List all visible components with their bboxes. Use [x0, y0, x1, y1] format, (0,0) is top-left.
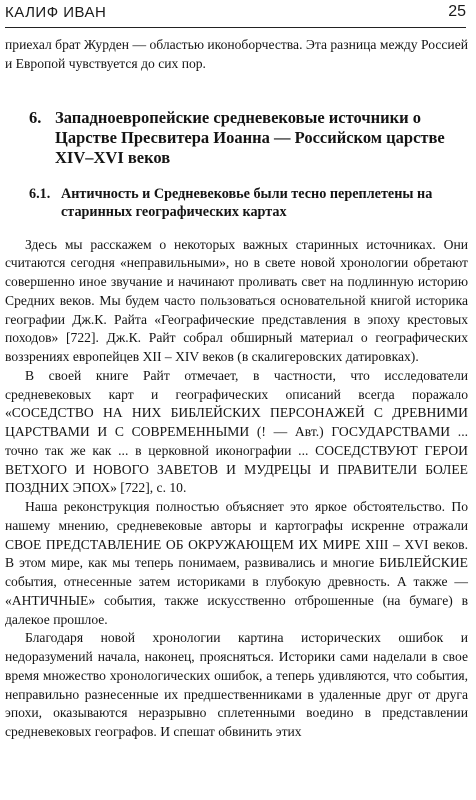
body-paragraph: Благодаря новой хронологии картина исторических ошибок и недоразумений начала, наконец, проясняться. Историки сами наделали в свое время множество хронологических ошибок, а теперь удивляются, что события, неправильно разнесенные их предшественниками в удаленные друг от друга эпохи, оказываются неразрывно сплетенными воедино в представлении средневековых географов. И спешат обвинить этих — [5, 630, 468, 739]
body-paragraph: Наша реконструкция полностью объясняет это яркое обстоятельство. По нашему мнению, средневековые авторы и картографы искренне отражали СВОЕ ПРЕДСТАВЛЕНИЕ ОБ ОКРУЖАЮЩЕМ ИХ МИРЕ XIII – XVI веков. В этом мире, как мы теперь понимаем, развивались и многие БИБЛЕЙСКИЕ события, отнесенные затем историками в глубокую древность. А также — «АНТИЧНЫЕ» события, также искусственно отброшенные (на бумаге) в далекое прошлое. — [5, 499, 468, 627]
page-content — [5, 36, 468, 742]
section-heading — [29, 108, 468, 168]
intro-paragraph: приехал брат Журден — областью иконоборчества. Эта разница между Россией и Европой чувствуется до сих пор. — [5, 37, 468, 71]
subsection-title: Античность и Средневековье были тесно переплетены на старинных географических картах — [61, 185, 433, 220]
subsection-number: 6.1. — [29, 185, 51, 202]
section-number: 6. — [29, 107, 42, 127]
page-header — [5, 3, 466, 28]
body-paragraph: В своей книге Райт отмечает, в частности, что исследователи средневековых карт и географических описаний всегда поражало «СОСЕДСТВО НА НИХ БИБЛЕЙСКИХ ПЕРСОНАЖЕЙ С ДРЕВНИМИ ЦАРСТВАМИ И С СОВРЕМЕННЫМИ (! — Авт.) ГОСУДАРСТВАМИ ... точно так же как ... в церковной иконографии ... СОСЕДСТВУЮТ ГЕРОИ ВЕТХОГО И НОВОГО ЗАВЕТОВ И МУДРЕЦЫ И ПРАВИТЕЛИ БОЛЕЕ ПОЗДНИХ ЭПОХ» [722], с. 10. — [5, 367, 468, 496]
section-title: Западноевропейские средневековые источники о Царстве Пресвитера Иоанна — Российском царстве XIV–XVI веков — [55, 107, 445, 167]
body-paragraph: Здесь мы расскажем о некоторых важных старинных источниках. Они считаются сегодня «неправильными», но в свете новой хронологии обретают совершенно иное звучание и начинают проливать свет на подлинную историю Средних веков. Мы будем часто пользоваться основательной книгой историка географии Дж.К. Райта «Географические представления в эпоху крестовых походов» [722]. Дж.К. Райт собрал обширный материал о географических воззрениях европейцев XII – XIV веков (в скалигеровских датировках). — [5, 236, 468, 364]
page-number: 25 — [448, 3, 466, 20]
running-head: КАЛИФ ИВАН — [5, 4, 107, 21]
subsection-heading — [29, 185, 468, 222]
